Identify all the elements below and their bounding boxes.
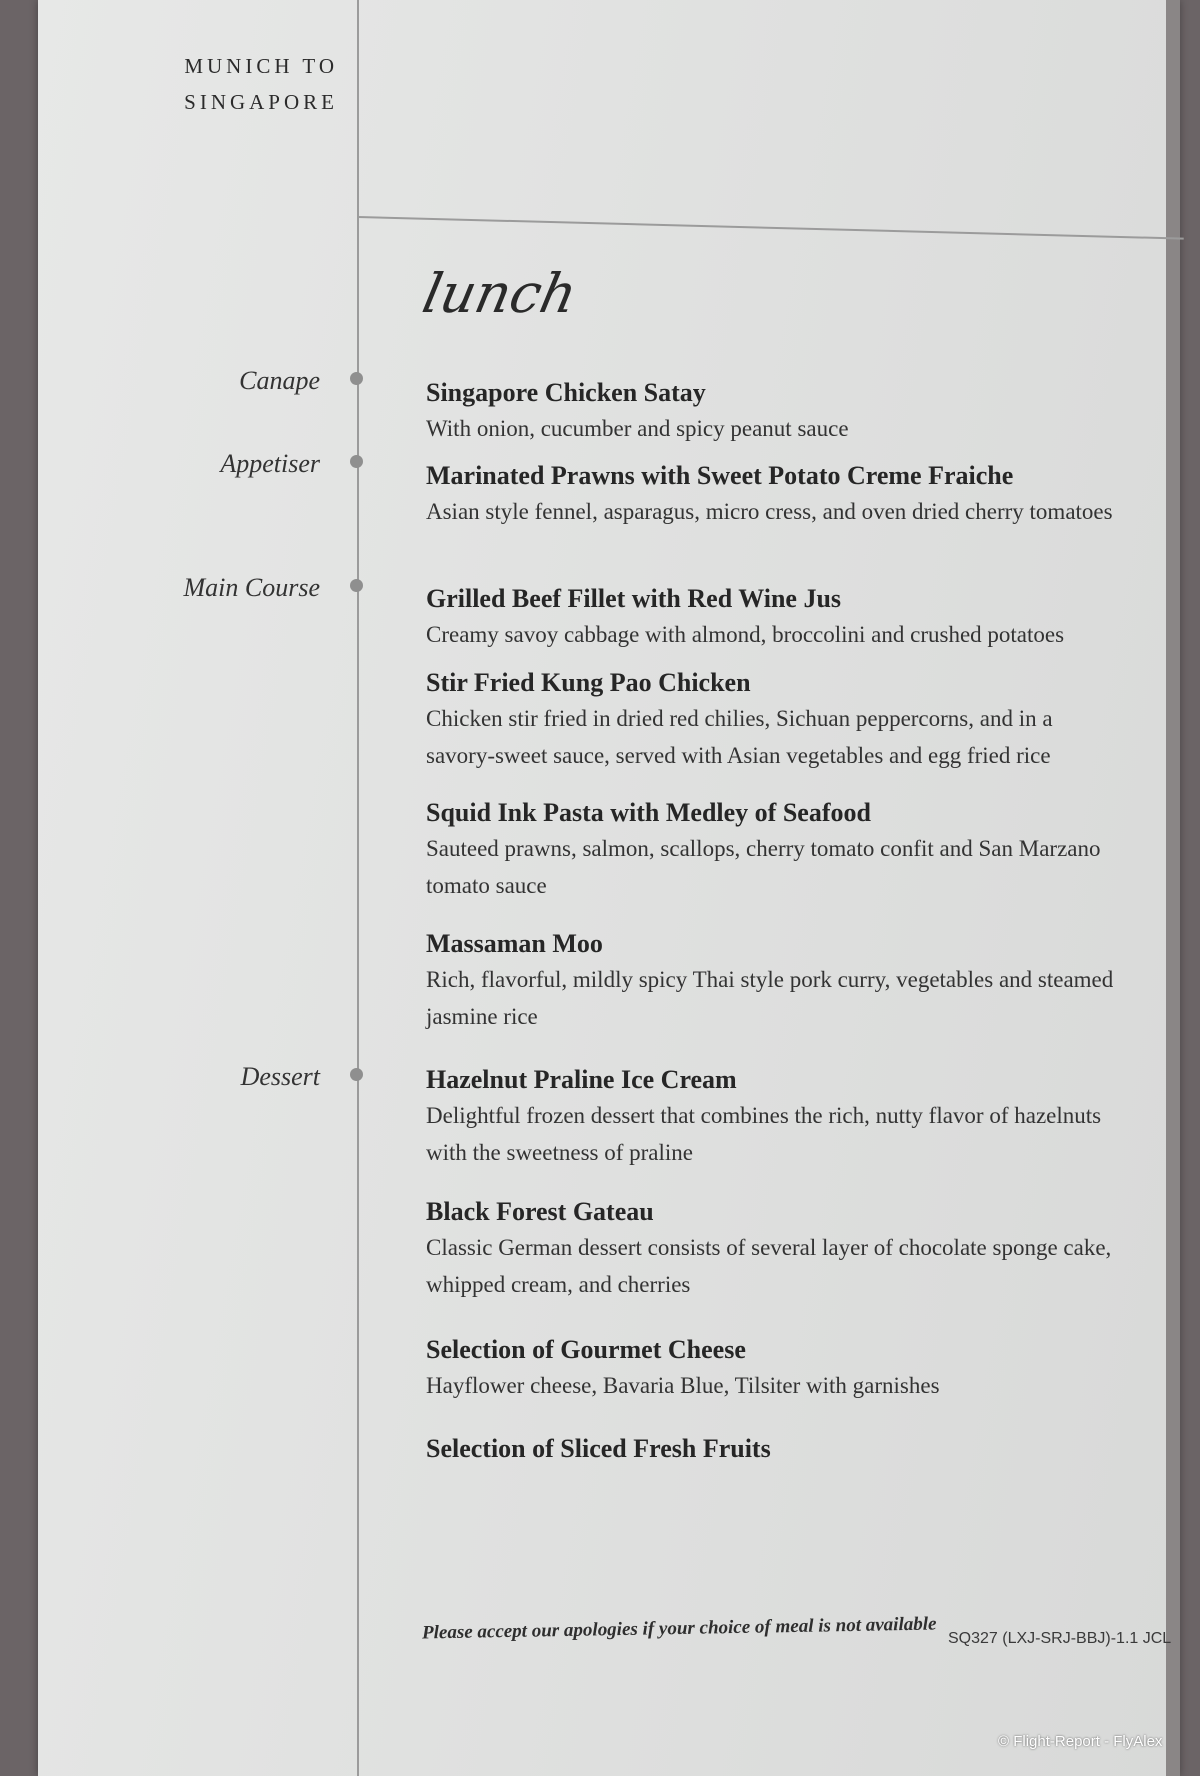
item-description: Creamy savoy cabbage with almond, broccolini and crushed potatoes (426, 622, 1065, 647)
meal-title: lunch (417, 262, 583, 325)
item-description: Sauteed prawns, salmon, scallops, cherry tomato confit and San Marzano tomato sauce (426, 836, 1101, 898)
vertical-divider (357, 0, 359, 1776)
route-line-1: MUNICH TO (184, 54, 338, 78)
section-dot-appetiser (350, 455, 363, 468)
menu-item (426, 796, 1126, 904)
item-name: Massaman Moo (426, 929, 603, 958)
item-name: Grilled Beef Fillet with Red Wine Jus (426, 584, 842, 613)
item-name: Selection of Sliced Fresh Fruits (426, 1434, 771, 1463)
menu-code: SQ327 (LXJ-SRJ-BBJ)-1.1 JCL (948, 1630, 1172, 1647)
section-dot-main-course (350, 579, 363, 592)
item-description: Chicken stir fried in dried red chilies, Sichuan peppercorns, and in a savory-sweet sauce, served with Asian vegetables and egg fried rice (426, 706, 1053, 768)
item-description: Rich, flavorful, mildly spicy Thai style pork curry, vegetables and steamed jasmine rice (426, 967, 1114, 1029)
item-description: Asian style fennel, asparagus, micro cress, and oven dried cherry tomatoes (426, 499, 1113, 524)
item-description: Classic German dessert consists of several layer of chocolate sponge cake, whipped cream, and cherries (426, 1235, 1112, 1297)
menu-item (426, 666, 1126, 774)
section-dot-dessert (350, 1068, 363, 1081)
apology-note: Please accept our apologies if your choice of meal is not available (421, 1613, 937, 1644)
section-label-dessert: Dessert (240, 1062, 320, 1091)
page-edge (1166, 0, 1180, 1776)
menu-item (426, 1432, 1126, 1466)
route-line-2: SINGAPORE (184, 90, 338, 114)
item-description: With onion, cucumber and spicy peanut sauce (426, 416, 849, 441)
menu-item (426, 376, 1126, 447)
menu-item (426, 1195, 1126, 1303)
item-name: Stir Fried Kung Pao Chicken (426, 668, 751, 697)
menu-item (426, 1063, 1126, 1171)
menu-item (426, 927, 1126, 1035)
section-label-appetiser: Appetiser (220, 449, 320, 478)
menu-item (426, 582, 1126, 653)
menu-item (426, 1333, 1126, 1404)
section-label-canape: Canape (239, 366, 320, 395)
item-name: Selection of Gourmet Cheese (426, 1335, 746, 1364)
photo-credit: © Flight-Report - FlyAlex (998, 1733, 1163, 1750)
menu-item (426, 459, 1126, 530)
item-name: Squid Ink Pasta with Medley of Seafood (426, 798, 871, 827)
item-name: Hazelnut Praline Ice Cream (426, 1065, 737, 1094)
item-name: Black Forest Gateau (426, 1197, 654, 1226)
section-dot-canape (350, 372, 363, 385)
item-description: Hayflower cheese, Bavaria Blue, Tilsiter with garnishes (426, 1373, 940, 1398)
item-description: Delightful frozen dessert that combines the rich, nutty flavor of hazelnuts with the sweetness of praline (426, 1103, 1102, 1165)
route-title (184, 48, 338, 120)
section-label-main-course: Main Course (183, 573, 320, 602)
item-name: Singapore Chicken Satay (426, 378, 706, 407)
item-name: Marinated Prawns with Sweet Potato Creme Fraiche (426, 461, 1014, 490)
